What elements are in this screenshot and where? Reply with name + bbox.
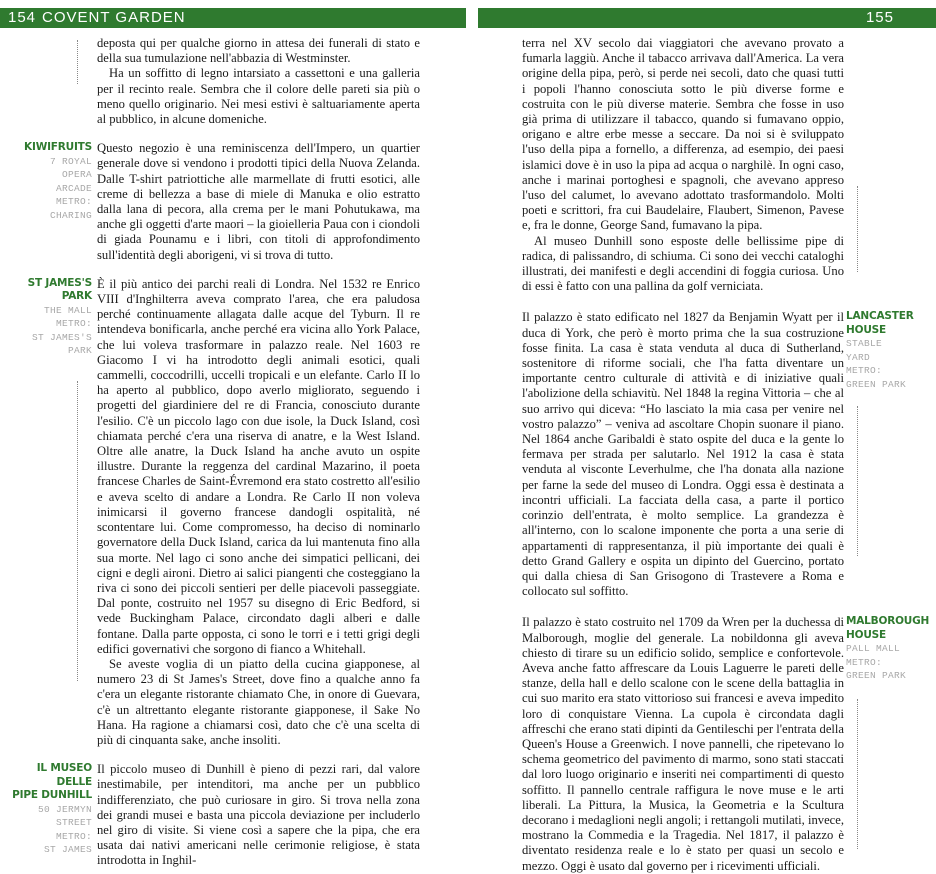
address-line: METRO: [55,830,92,842]
running-header-left [0,8,466,28]
entry-malborough-house [478,615,936,873]
address-line: ST JAMES [43,844,92,856]
address-line: GREEN PARK [846,670,907,682]
paragraph: Il palazzo è stato edificato nel 1827 da Benjamin Wyatt per il duca di York, che però è morto prima che la sua costruzione fosse finita. La casa è stata venduta al duca di Sutherland, sostenitore di riforme sociali, che l'ha fatta diventare un importante centro culturale di attività e di iniziative quali l'abolizione della schiavitù. Nel 1848 la regina Vittoria – che al suo arrivo qui diceva: “Ho lasciato la mia casa per venire nel vostro palazzo” – veniva ad ascoltare Chopin suonare il piano. Nel 1864 anche Garibaldi è stato ospite del duca e la gente lo fermava per strada per salutarlo. Nel 1912 la casa è stata venduta al visconte Leverhulme, che l'ha donata alla nazione per farne la sede del museo di Londra. Oggi essa è destinata a incontri ufficiali. La facciata della casa, a parte il portico corinzio dell'entrata, è molto semplice. La grandezza è all'interno, con lo scalone imponente che porta a una serie di appartamenti di rappresentanza, il più importante dei quali è detto Grand Gallery e ospita un dipinto del Guercino, portato qui dalla chiesa di San Grisogono di Trastevere a Roma e collocato sul soffitto. [522,310,844,599]
paragraph: Il piccolo museo di Dunhill è pieno di pezzi rari, dal valore inestimabile, per intenditori, ma anche per un pubblico indifferenziato, che può curiosare in giro. Si trova nella zona dei grandi musei e basta una piccola deviazione per includerlo nel giro di visite. Si viene così a sapere che la pipa, che era usata dai nativi americani nelle cerimonie religiose, è stata introdotta in Inghil- [97,762,420,868]
address-line: YARD [846,351,871,363]
entry-name: KIWIFRUITS [24,141,92,154]
entry-kiwifruits [0,141,470,263]
dotted-rule [857,406,858,556]
address-line: CHARING [49,209,92,221]
left-page [0,36,470,869]
entry-lancaster-house [478,310,936,599]
right-page [478,36,936,874]
address-line: OPERA [61,169,92,181]
entry-sidebar [846,310,936,391]
address-line: METRO: [55,196,92,208]
entry-sidebar [0,277,92,358]
page-number-right: 155 [865,9,894,26]
address-line: GREEN PARK [846,378,907,390]
entry-name: PARK [61,290,92,303]
address-line: METRO: [846,365,883,377]
dotted-rule [77,381,78,681]
address-line: PARK [67,345,92,357]
paragraph: Il palazzo è stato costruito nel 1709 da Wren per la duchessa di Malborough, moglie del generale. La nobildonna gli aveva chiesto di tirare su un edificio solido, semplice e confortevole. Aveva anche fatto affrescare da Louis Laguerre le pareti delle stanze, della hall e dello scalone con le scene della battaglia in cui suo marito era stato vittorioso sui francesi e aveva impedito loro di conquistare Vienna. La cupola è circondata dagli affreschi che erano stati dipinti da Gentileschi per l'entrata della Queen's House a Greenwich. I nove pannelli, che ripetevano lo schema geometrico del pavimento di marmo, sono stati staccati dal loro luogo originario e inseriti nei compartimenti di questo soffitto. Il pannello centrale raffigura le nove muse e le arti liberali. La Pittura, la Musica, la Geometria e la Scultura decorano i medaglioni negli angoli; i rettangoli mutilati, invece, mostrano la Commedia e la Tragedia. Nel 1817, il palazzo è diventato residenza reale e lo è stato per quasi un secolo e mezzo. Oggi è usato dal governo per i ricevimenti ufficiali. [522,615,844,873]
paragraph: Questo negozio è una reminiscenza dell'Impero, un quartier generale dove si vendono i prodotti tipici della Nuova Zelanda. Dalle T-shirt patriottiche alle marmellate di frutti esotici, alle creme di bellezza a base di miele di Manuka e olio estratto dalla lana di pecora, alla crema per le mani Pohutukawa, ma anche gli oggetti d'arte maori – la gioielleria Paua con i ciondoli di giada Pounamu e i libri, con titoli di approfondimento sull'identità degli aborigeni, vi si trova di tutto. [97,141,420,262]
entry-museo-pipe-dunhill [0,762,470,868]
paragraph: Ha un soffitto di legno intarsiato a cassettoni e una galleria per il recinto reale. Sembra che il colore delle pareti sia più o meno quello originario. Nei mesi estivi è saltuariamente aperta al pubblico, in alcune domeniche. [97,66,420,127]
section-title: COVENT GARDEN [42,9,186,26]
entry-name: IL MUSEO DELLE [36,762,92,788]
paragraph: Se aveste voglia di un piatto della cucina giapponese, al numero 23 di St James's Street, dove fino a qualche anno fa c'era un elegante ristorante chiamato Che, in onore di Guevara, c'è un altrettanto elegante ristorante giapponese, il Sake No Hana. Ha ragione a chiamarsi così, dato che c'è una scelta di più di cinquanta sake, anche insoliti. [97,656,420,747]
entry-st-jamess-park [0,277,470,748]
address-line: THE MALL [43,304,92,316]
entry-text [522,310,844,599]
entry-name: ST JAMES'S [27,276,92,289]
address-line: 50 JERMYN [37,803,92,815]
dotted-rule [857,699,858,849]
paragraph: È il più antico dei parchi reali di Londra. Nel 1532 re Enrico VIII d'Inghilterra aveva comprato l'area, che era paludosa perché continuamente allagata dalle acque del Tyburn. Il re intendeva bonificarla, anche perché era vicina allo York Palace, che lui voleva trasformare in palazzo reale. Nel 1603 re Giacomo I vi ha introdotto degli animali esotici, quali cammelli, coccodrilli, uccelli tropicali e un elefante. Carlo II lo ha aperto al pubblico, dopo averlo migliorato, seguendo i progetti del giardiniere del re di Francia, conosciuto durante l'esilio. C'è un piccolo lago con due isole, la Duck Island, così chiamata perché c'era una riserva di anatre, e la West Island. Oltre alle anatre, la Duck Island ha anche avuto un ospite illustre. Durante la reggenza del cardinal Mazarino, il poeta francese Charles de Saint-Évremond era stato costretto all'esilio e aveva scelto di andare a Londra. Re Carlo II non voleva inimicarsi il governo francese dandogli ospitalità, né scontentare lui. Come compromesso, ha deciso di nominarlo governatore della Duck Island, carica da lui mantenuta fino alla sua morte. Nel lago ci sono anche dei simpatici pellicani, dei cigni e degli aironi. Dietro ai salici piangenti che costeggiano la riva ci sono dei piccoli sentieri per delle piacevoli passeggiate. Dal ponte, costruito nel 1957 su disegno di Eric Bedford, si vede Buckingham Palace, circondato dagli alberi e dalle fontane. Dalla parte opposta, ci sono le torri e i tetti grigi degli edifici governativi che sorgono di fianco a Whitehall. [97,276,420,656]
intro-text [97,36,420,127]
dotted-rule [857,186,858,272]
entry-sidebar [846,615,936,683]
dotted-rule [77,40,78,84]
entry-text [97,762,420,868]
address-line: 7 ROYAL [49,155,92,167]
entry-text [97,141,420,263]
entry-name: HOUSE [846,323,886,336]
intro-text [522,36,844,294]
address-line: ARCADE [55,182,92,194]
address-line: METRO: [55,318,92,330]
entry-text [522,615,844,873]
entry-name: PIPE DUNHILL [12,789,92,802]
address-line: METRO: [846,656,883,668]
address-line: STREET [55,817,92,829]
entry-name: MALBOROUGH [846,615,930,628]
address-line: PALL MALL [846,643,901,655]
entry-name: HOUSE [846,628,886,641]
paragraph: Al museo Dunhill sono esposte delle bellissime pipe di radica, di palissandro, di schiuma. Ci sono dei vecchi cataloghi illustrati, dei manifesti e degli accendini di foggia curiosa. Uno di essi è fatto con una pallina da golf verniciata. [522,233,844,294]
running-header-right [478,8,936,28]
entry-sidebar [0,762,92,857]
paragraph: deposta qui per qualche giorno in attesa dei funerali di stato e della sua tumulazione nell'abbazia di Westminster. [97,36,420,66]
paragraph: terra nel XV secolo dai viaggiatori che avevano provato a fumarla laggiù. Anche il tabacco arrivava dall'America. La vera origine della pipa, però, si perde nei secoli, dato che quasi tutti i popoli l'hanno conosciuta sotto le più diverse forme e costruita con le più diverse materie. Sembra che fosse in uso già prima di utilizzare il tabacco, quando si fumavano oppio, origano e altre erbe messe a seccare. Da noi si è sviluppato l'uso della pipa a fornello, a differenza, ad esempio, dei paesi islamici dove è in uso la pipa ad acqua o narghilè. In ogni caso, anche i marinai portoghesi e spagnoli, che avevano appreso l'uso del calumet, lo avevano adottato trasformandolo. Molti poeti e scrittori, fra cui Baudelaire, Flaubert, Simenon, Pavese e, fra le donne, George Sand, fumavano la pipa. [522,36,844,233]
page-number-left: 154 [8,9,37,26]
address-line: STABLE [846,338,883,350]
entry-sidebar [0,141,92,222]
entry-text [97,277,420,748]
address-line: ST JAMES'S [31,331,92,343]
entry-name: LANCASTER [846,310,914,323]
